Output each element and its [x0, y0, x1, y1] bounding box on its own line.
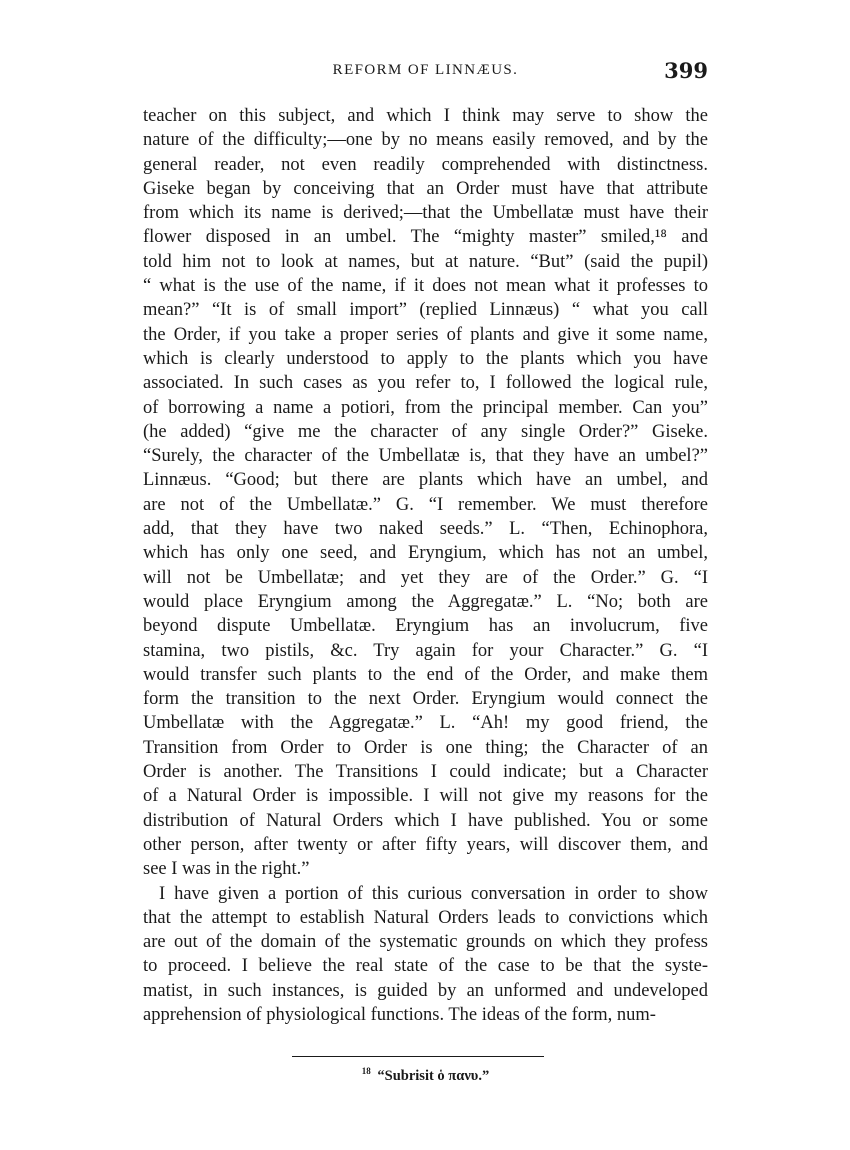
text-line: form the transition to the next Order. Eryngium would connect the	[143, 689, 708, 710]
footnote-text: “Subrisit ὁ πανυ.”	[377, 1067, 490, 1084]
text-line: the Order, if you take a proper series of plants and give it some name,	[143, 324, 708, 345]
paragraph-1	[143, 104, 708, 882]
text-line: general reader, not even readily comprehended with distinctness.	[143, 154, 708, 175]
body-text	[143, 104, 708, 1027]
running-title: REFORM OF LINNÆUS.	[332, 62, 519, 78]
footnote-rule	[292, 1056, 544, 1057]
text-line: would place Eryngium among the Aggregatæ.” L. “No; both are	[143, 591, 708, 612]
text-line: distribution of Natural Orders which I have published. You or some	[143, 810, 708, 831]
text-line: told him not to look at names, but at nature. “But” (said the pupil)	[143, 251, 708, 272]
text-line: I have given a portion of this curious conversation in order to show	[159, 883, 708, 904]
text-line: Umbellatæ with the Aggregatæ.” L. “Ah! my good friend, the	[143, 713, 708, 734]
page-number: 399	[664, 58, 708, 83]
text-line: associated. In such cases as you refer to, I followed the logical rule,	[143, 373, 708, 394]
text-line: “Surely, the character of the Umbellatæ is, that they have an umbel?”	[143, 446, 708, 467]
text-line: Transition from Order to Order is one thing; the Character of an	[143, 737, 708, 758]
text-line: see I was in the right.”	[143, 859, 310, 880]
paragraph-2	[143, 882, 708, 1028]
text-line: Giseke began by conceiving that an Order must have that attribute	[143, 178, 708, 199]
text-line: are not of the Umbellatæ.” G. “I remember. We must therefore	[143, 494, 708, 515]
footnote	[143, 1066, 708, 1085]
text-line: which is clearly understood to apply to the plants which you have	[143, 348, 708, 369]
text-line: nature of the difficulty;—one by no means easily removed, and by the	[143, 130, 708, 151]
text-line: Order is another. The Transitions I could indicate; but a Character	[143, 762, 708, 783]
running-head	[143, 58, 708, 88]
text-line: of a Natural Order is impossible. I will not give my reasons for the	[143, 786, 708, 807]
text-line: apprehension of physiological functions. The ideas of the form, num-	[143, 1004, 656, 1025]
text-line: beyond dispute Umbellatæ. Eryngium has an involucrum, five	[143, 616, 708, 637]
text-line: which has only one seed, and Eryngium, which has not an umbel,	[143, 543, 708, 564]
text-line: teacher on this subject, and which I think may serve to show the	[143, 106, 708, 126]
text-line: that the attempt to establish Natural Orders leads to convictions which	[143, 907, 708, 928]
text-line: add, that they have two naked seeds.” L. “Then, Echinophora,	[143, 519, 708, 540]
text-line: of borrowing a name a potiori, from the principal member. Can you”	[143, 397, 708, 418]
text-line: from which its name is derived;—that the Umbellatæ must have their	[143, 203, 708, 224]
text-line: flower disposed in an umbel. The “mighty master” smiled,¹⁸ and	[143, 227, 708, 248]
text-line: to proceed. I believe the real state of the case to be that the syste-	[143, 956, 708, 977]
text-line: matist, in such instances, is guided by an unformed and undeveloped	[143, 980, 708, 1001]
text-line: are out of the domain of the systematic grounds on which they profess	[143, 932, 708, 953]
text-line: (he added) “give me the character of any single Order?” Giseke.	[143, 421, 708, 442]
text-line: will not be Umbellatæ; and yet they are of the Order.” G. “I	[143, 567, 708, 588]
text-line: mean?” “It is of small import” (replied Linnæus) “ what you call	[143, 300, 708, 321]
text-line: would transfer such plants to the end of the Order, and make them	[143, 664, 708, 685]
text-line: stamina, two pistils, &c. Try again for your Character.” G. “I	[143, 640, 708, 661]
footnote-marker: 18	[361, 1066, 371, 1076]
text-line: Linnæus. “Good; but there are plants which have an umbel, and	[143, 470, 708, 491]
text-line: other person, after twenty or after fifty years, will discover them, and	[143, 834, 708, 855]
text-line: “ what is the use of the name, if it does not mean what it professes to	[143, 276, 708, 297]
